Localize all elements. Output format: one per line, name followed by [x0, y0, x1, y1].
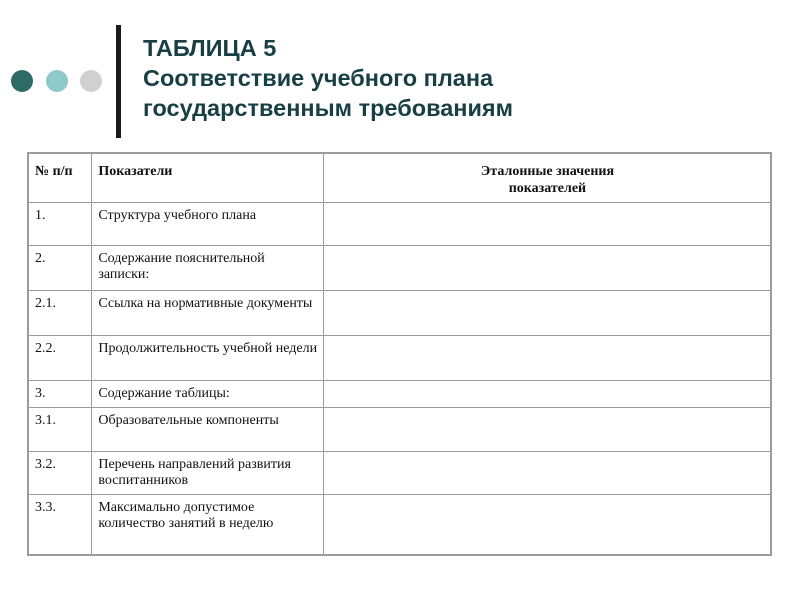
- row-indicator: Продолжительность учебной недели: [92, 335, 324, 380]
- row-value: [323, 335, 771, 380]
- row-value: [323, 290, 771, 335]
- row-indicator: Максимально допустимое количество занятий в неделю: [92, 494, 324, 555]
- row-number: 2.1.: [28, 290, 92, 335]
- row-number: 3.1.: [28, 407, 92, 451]
- page-title: [143, 33, 783, 123]
- row-number: 3.: [28, 380, 92, 407]
- row-indicator: Образовательные компоненты: [92, 407, 324, 451]
- title-line-1: ТАБЛИЦА 5: [143, 35, 277, 61]
- row-value: [323, 494, 771, 555]
- requirements-table: [27, 152, 772, 556]
- row-number: 2.: [28, 245, 92, 290]
- vertical-divider: [116, 25, 121, 138]
- title-line-2: Соответствие учебного плана: [143, 65, 494, 91]
- dot-light-teal-icon: [46, 70, 68, 92]
- table-header-row: [28, 153, 771, 202]
- row-value: [323, 245, 771, 290]
- row-indicator: Содержание пояснительной записки:: [92, 245, 324, 290]
- row-number: 1.: [28, 202, 92, 245]
- dot-dark-teal-icon: [11, 70, 33, 92]
- table-row: [28, 335, 771, 380]
- row-indicator: Содержание таблицы:: [92, 380, 324, 407]
- decorative-dots: [11, 70, 103, 94]
- row-indicator: Ссылка на нормативные документы: [92, 290, 324, 335]
- row-value: [323, 380, 771, 407]
- table-row: [28, 245, 771, 290]
- row-value: [323, 451, 771, 494]
- header-indicators: Показатели: [92, 153, 324, 202]
- header-number: № п/п: [28, 153, 92, 202]
- table-row: [28, 202, 771, 245]
- row-value: [323, 407, 771, 451]
- dot-gray-icon: [80, 70, 102, 92]
- row-value: [323, 202, 771, 245]
- header-reference-values: [323, 153, 771, 202]
- row-indicator: Перечень направлений развития воспитанников: [92, 451, 324, 494]
- table-row: [28, 451, 771, 494]
- table-row: [28, 290, 771, 335]
- table-row: [28, 380, 771, 407]
- row-indicator: Структура учебного плана: [92, 202, 324, 245]
- title-line-3: государственным требованиям: [143, 95, 514, 121]
- table-row: [28, 494, 771, 555]
- header-reference-values-text: Эталонные значения показателей: [480, 164, 615, 196]
- table-row: [28, 407, 771, 451]
- row-number: 3.3.: [28, 494, 92, 555]
- row-number: 2.2.: [28, 335, 92, 380]
- row-number: 3.2.: [28, 451, 92, 494]
